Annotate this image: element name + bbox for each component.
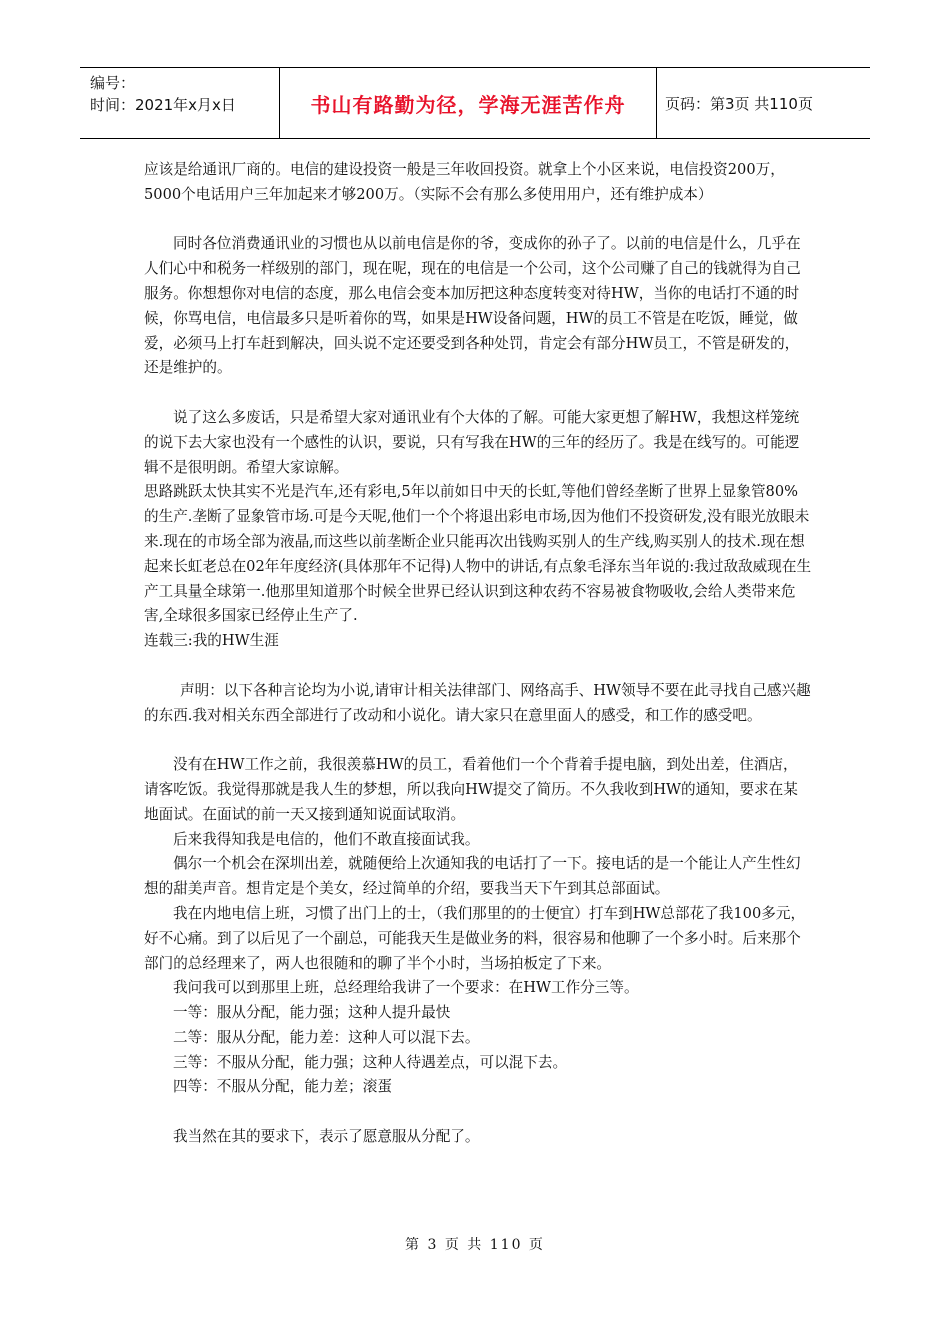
paragraph: 我当然在其的要求下，表示了愿意服从分配了。 — [173, 1128, 480, 1146]
list-item: 一等：服从分配，能力强；这种人提升最快 — [173, 1004, 451, 1022]
paragraph: 偶尔一个机会在深圳出差，就随便给上次通知我的电话打了一下。接电话的是一个能让人产生性幻想的甜美声音。想肯定是个美女，经过简单的介绍，要我当天下午到其总部面试。 — [144, 855, 801, 898]
page-header — [80, 67, 870, 139]
list-item: 二等：服从分配，能力差：这种人可以混下去。 — [173, 1028, 480, 1046]
header-motto: 书山有路勤为径，学海无涯苦作舟 — [280, 68, 657, 138]
document-date-label: 时间：2021年x月x日 — [90, 96, 236, 114]
paragraph: 同时各位消费通讯业的习惯也从以前电信是你的爷，变成你的孙子了。以前的电信是什么，几乎在人们心中和税务一样级别的部门，现在呢，现在的电信是一个公司，这个公司赚了自己的钱就得为自己服务。你想想你对电信的态度，那么电信会变本加厉把这种态度转变对待HW，当你的电话打不通的时候，你骂电信，电信最多只是听着你的骂，如果是HW设备问题，HW的员工不管是在吃饭，睡觉，做爱，必须马上打车赶到解决，回头说不定还要受到各种处罚，肯定会有部分HW员工，不管是研发的，还是维护的。 — [144, 235, 801, 377]
header-page-number: 页码：第3页 共110页 — [665, 94, 813, 113]
section-heading: 连载三:我的HW生涯 — [144, 632, 279, 650]
paragraph: 思路跳跃太快其实不光是汽车,还有彩电,5年以前如日中天的长虹,等他们曾经垄断了世界上显象管80%的生产.垄断了显象管市场.可是今天呢,他们一个个将退出彩电市场,因为他们不投资研发,没有眼光放眼未来.现在的市场全部为液晶,而这些以前垄断企业只能再次出钱购买别人的生产线,购买别人的技术.现在想起来长虹老总在02年年度经济(具体那年不记得)人物中的讲话,有点象毛泽东当年说的:我过敌敌威现在生产工具量全球第一.他那里知道那个时候全世界已经认识到这种农药不容易被食物吸收,会给人类带来危害,全球很多国家已经停止生产了. — [144, 483, 812, 625]
page-footer: 第 3 页 共 110 页 — [405, 1237, 545, 1253]
paragraph: 应该是给通讯厂商的。电信的建设投资一般是三年收回投资。就拿上个小区来说，电信投资200万，5000个电话用户三年加起来才够200万。（实际不会有那么多使用用户，还有维护成本） — [144, 161, 785, 203]
header-meta — [80, 68, 280, 138]
paragraph: 我问我可以到那里上班，总经理给我讲了一个要求：在HW工作分三等。 — [173, 979, 639, 997]
document-number-label: 编号： — [90, 74, 136, 92]
list-item: 三等：不服从分配，能力强；这种人待遇差点，可以混下去。 — [173, 1053, 568, 1071]
list-item: 四等：不服从分配，能力差；滚蛋 — [173, 1078, 392, 1096]
paragraph: 声明：以下各种言论均为小说,请审计相关法律部门、网络高手、HW领导不要在此寻找自己感兴趣的东西.我对相关东西全部进行了改动和小说化。请大家只在意里面人的感受，和工作的感受吧。 — [144, 681, 811, 724]
paragraph: 说了这么多废话，只是希望大家对通讯业有个大体的了解。可能大家更想了解HW，我想这样笼统的说下去大家也没有一个感性的认识，要说，只有写我在HW的三年的经历了。我是在线写的。可能逻辑不是很明朗。希望大家谅解。 — [144, 408, 800, 476]
paragraph: 没有在HW工作之前，我很羡慕HW的员工，看着他们一个个背着手提电脑，到处出差，住酒店，请客吃饭。我觉得那就是我人生的梦想，所以我向HW提交了简历。不久我收到HW的通知，要求在某地面试。在面试的前一天又接到通知说面试取消。 — [144, 756, 798, 823]
document-body — [144, 158, 812, 1150]
paragraph: 我在内地电信上班，习惯了出门上的士，（我们那里的的士便宜）打车到HW总部花了我100多元，好不心痛。到了以后见了一个副总，可能我天生是做业务的料，很容易和他聊了一个多小时。后来那个部门的总经理来了，两人也很随和的聊了半个小时，当场拍板定了下来。 — [144, 904, 806, 972]
paragraph: 后来我得知我是电信的，他们不敢直接面试我。 — [173, 830, 480, 848]
